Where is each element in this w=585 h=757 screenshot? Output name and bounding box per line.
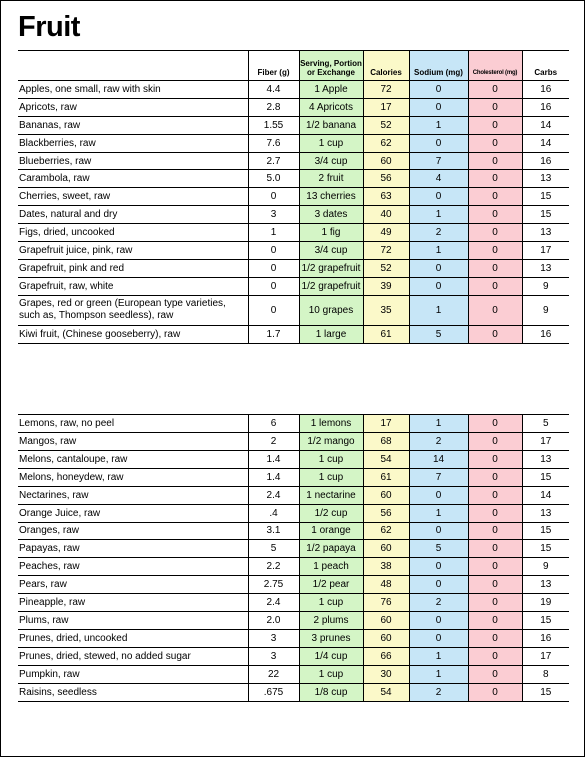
carbs-cell: 15 xyxy=(522,683,569,701)
fiber-cell: 6 xyxy=(248,415,299,433)
sodium-cell: 1 xyxy=(409,116,468,134)
cholesterol-cell: 0 xyxy=(468,188,522,206)
sodium-cell: 1 xyxy=(409,647,468,665)
serving-cell: 1 cup xyxy=(299,594,363,612)
cholesterol-cell: 0 xyxy=(468,116,522,134)
fiber-cell: 0 xyxy=(248,242,299,260)
calories-cell: 61 xyxy=(363,468,409,486)
fiber-cell: 0 xyxy=(248,277,299,295)
cholesterol-cell: 0 xyxy=(468,486,522,504)
food-name-cell: Grapefruit, raw, white xyxy=(18,277,248,295)
serving-cell: 3 dates xyxy=(299,206,363,224)
calories-cell: 52 xyxy=(363,116,409,134)
calories-cell: 54 xyxy=(363,450,409,468)
fiber-cell: 5.0 xyxy=(248,170,299,188)
food-name-cell: Nectarines, raw xyxy=(18,486,248,504)
serving-cell: 1 cup xyxy=(299,134,363,152)
food-name-cell: Oranges, raw xyxy=(18,522,248,540)
cholesterol-cell: 0 xyxy=(468,630,522,648)
cholesterol-cell: 0 xyxy=(468,683,522,701)
cholesterol-cell: 0 xyxy=(468,277,522,295)
serving-cell: 3/4 cup xyxy=(299,152,363,170)
food-name-cell: Prunes, dried, uncooked xyxy=(18,630,248,648)
sodium-cell: 4 xyxy=(409,170,468,188)
fiber-cell: 0 xyxy=(248,188,299,206)
calories-cell: 60 xyxy=(363,612,409,630)
header-fiber: Fiber (g) xyxy=(248,51,299,81)
table-row xyxy=(18,295,569,325)
header-serving: Serving, Portion or Exchange xyxy=(299,51,363,81)
food-name-cell: Mangos, raw xyxy=(18,432,248,450)
sodium-cell: 0 xyxy=(409,134,468,152)
cholesterol-cell: 0 xyxy=(468,98,522,116)
cholesterol-cell: 0 xyxy=(468,468,522,486)
table-row xyxy=(18,277,569,295)
header-calories: Calories xyxy=(363,51,409,81)
food-name-cell: Prunes, dried, stewed, no added sugar xyxy=(18,647,248,665)
carbs-cell: 16 xyxy=(522,81,569,99)
sodium-cell: 0 xyxy=(409,277,468,295)
header-carbs: Carbs xyxy=(522,51,569,81)
calories-cell: 60 xyxy=(363,486,409,504)
calories-cell: 61 xyxy=(363,325,409,343)
table-row xyxy=(18,683,569,701)
serving-cell: 1/8 cup xyxy=(299,683,363,701)
serving-cell: 1 cup xyxy=(299,665,363,683)
food-name-cell: Dates, natural and dry xyxy=(18,206,248,224)
calories-cell: 48 xyxy=(363,576,409,594)
serving-cell: 1/4 cup xyxy=(299,647,363,665)
sodium-cell: 5 xyxy=(409,325,468,343)
carbs-cell: 15 xyxy=(522,540,569,558)
table-row xyxy=(18,170,569,188)
serving-cell: 2 fruit xyxy=(299,170,363,188)
fiber-cell: 2.8 xyxy=(248,98,299,116)
header-cholesterol: Cholesterol (mg) xyxy=(468,51,522,81)
sodium-cell: 0 xyxy=(409,558,468,576)
carbs-cell: 16 xyxy=(522,630,569,648)
sodium-cell: 1 xyxy=(409,504,468,522)
calories-cell: 60 xyxy=(363,630,409,648)
fiber-cell: 4.4 xyxy=(248,81,299,99)
sodium-cell: 1 xyxy=(409,415,468,433)
calories-cell: 76 xyxy=(363,594,409,612)
carbs-cell: 13 xyxy=(522,504,569,522)
serving-cell: 10 grapes xyxy=(299,295,363,325)
fiber-cell: 0 xyxy=(248,259,299,277)
food-name-cell: Apples, one small, raw with skin xyxy=(18,81,248,99)
fiber-cell: 2.75 xyxy=(248,576,299,594)
table-row xyxy=(18,450,569,468)
cholesterol-cell: 0 xyxy=(468,206,522,224)
cholesterol-cell: 0 xyxy=(468,224,522,242)
sodium-cell: 2 xyxy=(409,594,468,612)
table-header-row xyxy=(18,51,569,81)
calories-cell: 72 xyxy=(363,242,409,260)
sodium-cell: 14 xyxy=(409,450,468,468)
serving-cell: 1/2 pear xyxy=(299,576,363,594)
sodium-cell: 0 xyxy=(409,259,468,277)
cholesterol-cell: 0 xyxy=(468,665,522,683)
cholesterol-cell: 0 xyxy=(468,152,522,170)
food-name-cell: Pears, raw xyxy=(18,576,248,594)
carbs-cell: 8 xyxy=(522,665,569,683)
food-name-cell: Bananas, raw xyxy=(18,116,248,134)
header-food xyxy=(18,51,248,81)
fiber-cell: 2.0 xyxy=(248,612,299,630)
table-row xyxy=(18,81,569,99)
carbs-cell: 16 xyxy=(522,98,569,116)
table-row xyxy=(18,206,569,224)
calories-cell: 38 xyxy=(363,558,409,576)
header-sodium: Sodium (mg) xyxy=(409,51,468,81)
serving-cell: 1/2 mango xyxy=(299,432,363,450)
table-row xyxy=(18,594,569,612)
serving-cell: 1 fig xyxy=(299,224,363,242)
food-name-cell: Lemons, raw, no peel xyxy=(18,415,248,433)
calories-cell: 60 xyxy=(363,152,409,170)
table-row xyxy=(18,415,569,433)
fiber-cell: 2.4 xyxy=(248,594,299,612)
serving-cell: 1 peach xyxy=(299,558,363,576)
sodium-cell: 0 xyxy=(409,612,468,630)
calories-cell: 68 xyxy=(363,432,409,450)
cholesterol-cell: 0 xyxy=(468,325,522,343)
serving-cell: 1/2 papaya xyxy=(299,540,363,558)
calories-cell: 17 xyxy=(363,98,409,116)
table-row xyxy=(18,188,569,206)
serving-cell: 1 cup xyxy=(299,468,363,486)
cholesterol-cell: 0 xyxy=(468,540,522,558)
food-name-cell: Figs, dried, uncooked xyxy=(18,224,248,242)
calories-cell: 30 xyxy=(363,665,409,683)
serving-cell: 3 prunes xyxy=(299,630,363,648)
fiber-cell: 1.4 xyxy=(248,450,299,468)
fiber-cell: .675 xyxy=(248,683,299,701)
carbs-cell: 14 xyxy=(522,486,569,504)
food-name-cell: Pineapple, raw xyxy=(18,594,248,612)
sodium-cell: 1 xyxy=(409,295,468,325)
serving-cell: 1/2 cup xyxy=(299,504,363,522)
serving-cell: 1 large xyxy=(299,325,363,343)
carbs-cell: 15 xyxy=(522,188,569,206)
fiber-cell: 1.7 xyxy=(248,325,299,343)
calories-cell: 72 xyxy=(363,81,409,99)
serving-cell: 1 orange xyxy=(299,522,363,540)
table-row xyxy=(18,259,569,277)
serving-cell: 1 nectarine xyxy=(299,486,363,504)
carbs-cell: 13 xyxy=(522,224,569,242)
fiber-cell: 0 xyxy=(248,295,299,325)
calories-cell: 17 xyxy=(363,415,409,433)
fiber-cell: 1.55 xyxy=(248,116,299,134)
fruit-table-top xyxy=(18,50,569,344)
fiber-cell: 3 xyxy=(248,206,299,224)
carbs-cell: 13 xyxy=(522,450,569,468)
sodium-cell: 1 xyxy=(409,206,468,224)
food-name-cell: Peaches, raw xyxy=(18,558,248,576)
table-row xyxy=(18,468,569,486)
sodium-cell: 1 xyxy=(409,665,468,683)
carbs-cell: 15 xyxy=(522,468,569,486)
carbs-cell: 17 xyxy=(522,242,569,260)
serving-cell: 3/4 cup xyxy=(299,242,363,260)
calories-cell: 66 xyxy=(363,647,409,665)
carbs-cell: 16 xyxy=(522,325,569,343)
table-row xyxy=(18,630,569,648)
table-row xyxy=(18,558,569,576)
carbs-cell: 9 xyxy=(522,558,569,576)
table-row xyxy=(18,432,569,450)
food-name-cell: Blueberries, raw xyxy=(18,152,248,170)
calories-cell: 62 xyxy=(363,522,409,540)
carbs-cell: 17 xyxy=(522,647,569,665)
food-name-cell: Cherries, sweet, raw xyxy=(18,188,248,206)
fiber-cell: 7.6 xyxy=(248,134,299,152)
cholesterol-cell: 0 xyxy=(468,259,522,277)
carbs-cell: 9 xyxy=(522,295,569,325)
table-row xyxy=(18,98,569,116)
table-row xyxy=(18,612,569,630)
calories-cell: 54 xyxy=(363,683,409,701)
food-name-cell: Papayas, raw xyxy=(18,540,248,558)
cholesterol-cell: 0 xyxy=(468,170,522,188)
carbs-cell: 13 xyxy=(522,576,569,594)
table-row xyxy=(18,504,569,522)
serving-cell: 4 Apricots xyxy=(299,98,363,116)
carbs-cell: 9 xyxy=(522,277,569,295)
fiber-cell: 2.4 xyxy=(248,486,299,504)
table-row xyxy=(18,152,569,170)
table-row xyxy=(18,665,569,683)
carbs-cell: 16 xyxy=(522,152,569,170)
calories-cell: 40 xyxy=(363,206,409,224)
sodium-cell: 0 xyxy=(409,98,468,116)
cholesterol-cell: 0 xyxy=(468,647,522,665)
food-name-cell: Raisins, seedless xyxy=(18,683,248,701)
food-name-cell: Kiwi fruit, (Chinese gooseberry), raw xyxy=(18,325,248,343)
fiber-cell: 2 xyxy=(248,432,299,450)
cholesterol-cell: 0 xyxy=(468,576,522,594)
cholesterol-cell: 0 xyxy=(468,558,522,576)
carbs-cell: 14 xyxy=(522,134,569,152)
carbs-cell: 17 xyxy=(522,432,569,450)
sodium-cell: 0 xyxy=(409,486,468,504)
food-name-cell: Grapefruit juice, pink, raw xyxy=(18,242,248,260)
calories-cell: 35 xyxy=(363,295,409,325)
calories-cell: 56 xyxy=(363,504,409,522)
cholesterol-cell: 0 xyxy=(468,612,522,630)
table-row xyxy=(18,116,569,134)
carbs-cell: 15 xyxy=(522,206,569,224)
serving-cell: 1/2 grapefruit xyxy=(299,259,363,277)
serving-cell: 1/2 banana xyxy=(299,116,363,134)
table-row xyxy=(18,522,569,540)
serving-cell: 2 plums xyxy=(299,612,363,630)
carbs-cell: 15 xyxy=(522,612,569,630)
food-name-cell: Grapes, red or green (European type varieties, such as, Thompson seedless), raw xyxy=(18,295,248,325)
table-row xyxy=(18,242,569,260)
calories-cell: 39 xyxy=(363,277,409,295)
food-name-cell: Melons, cantaloupe, raw xyxy=(18,450,248,468)
food-name-cell: Orange Juice, raw xyxy=(18,504,248,522)
food-name-cell: Blackberries, raw xyxy=(18,134,248,152)
fiber-cell: 1 xyxy=(248,224,299,242)
fiber-cell: 2.7 xyxy=(248,152,299,170)
cholesterol-cell: 0 xyxy=(468,295,522,325)
food-name-cell: Carambola, raw xyxy=(18,170,248,188)
carbs-cell: 14 xyxy=(522,116,569,134)
food-name-cell: Grapefruit, pink and red xyxy=(18,259,248,277)
sodium-cell: 0 xyxy=(409,81,468,99)
sodium-cell: 0 xyxy=(409,576,468,594)
sodium-cell: 0 xyxy=(409,630,468,648)
calories-cell: 49 xyxy=(363,224,409,242)
carbs-cell: 5 xyxy=(522,415,569,433)
calories-cell: 60 xyxy=(363,540,409,558)
cholesterol-cell: 0 xyxy=(468,134,522,152)
page-title: Fruit xyxy=(18,11,80,43)
carbs-cell: 13 xyxy=(522,170,569,188)
calories-cell: 56 xyxy=(363,170,409,188)
fiber-cell: 1.4 xyxy=(248,468,299,486)
carbs-cell: 19 xyxy=(522,594,569,612)
table-row xyxy=(18,134,569,152)
cholesterol-cell: 0 xyxy=(468,415,522,433)
table-row xyxy=(18,325,569,343)
carbs-cell: 15 xyxy=(522,522,569,540)
serving-cell: 1 lemons xyxy=(299,415,363,433)
cholesterol-cell: 0 xyxy=(468,432,522,450)
fiber-cell: 3.1 xyxy=(248,522,299,540)
fiber-cell: 2.2 xyxy=(248,558,299,576)
serving-cell: 13 cherries xyxy=(299,188,363,206)
calories-cell: 63 xyxy=(363,188,409,206)
fruit-table-bottom xyxy=(18,414,569,702)
sodium-cell: 7 xyxy=(409,152,468,170)
sodium-cell: 0 xyxy=(409,522,468,540)
fiber-cell: 5 xyxy=(248,540,299,558)
serving-cell: 1 cup xyxy=(299,450,363,468)
table-row xyxy=(18,647,569,665)
cholesterol-cell: 0 xyxy=(468,504,522,522)
calories-cell: 52 xyxy=(363,259,409,277)
serving-cell: 1/2 grapefruit xyxy=(299,277,363,295)
calories-cell: 62 xyxy=(363,134,409,152)
table-row xyxy=(18,540,569,558)
cholesterol-cell: 0 xyxy=(468,450,522,468)
table-row xyxy=(18,576,569,594)
food-name-cell: Pumpkin, raw xyxy=(18,665,248,683)
food-name-cell: Melons, honeydew, raw xyxy=(18,468,248,486)
carbs-cell: 13 xyxy=(522,259,569,277)
fiber-cell: 22 xyxy=(248,665,299,683)
sodium-cell: 2 xyxy=(409,432,468,450)
sodium-cell: 2 xyxy=(409,224,468,242)
food-name-cell: Plums, raw xyxy=(18,612,248,630)
cholesterol-cell: 0 xyxy=(468,81,522,99)
sodium-cell: 5 xyxy=(409,540,468,558)
serving-cell: 1 Apple xyxy=(299,81,363,99)
sodium-cell: 1 xyxy=(409,242,468,260)
table-row xyxy=(18,224,569,242)
cholesterol-cell: 0 xyxy=(468,522,522,540)
cholesterol-cell: 0 xyxy=(468,242,522,260)
fiber-cell: .4 xyxy=(248,504,299,522)
food-name-cell: Apricots, raw xyxy=(18,98,248,116)
sodium-cell: 0 xyxy=(409,188,468,206)
cholesterol-cell: 0 xyxy=(468,594,522,612)
fiber-cell: 3 xyxy=(248,647,299,665)
fiber-cell: 3 xyxy=(248,630,299,648)
sodium-cell: 7 xyxy=(409,468,468,486)
table-row xyxy=(18,486,569,504)
sodium-cell: 2 xyxy=(409,683,468,701)
